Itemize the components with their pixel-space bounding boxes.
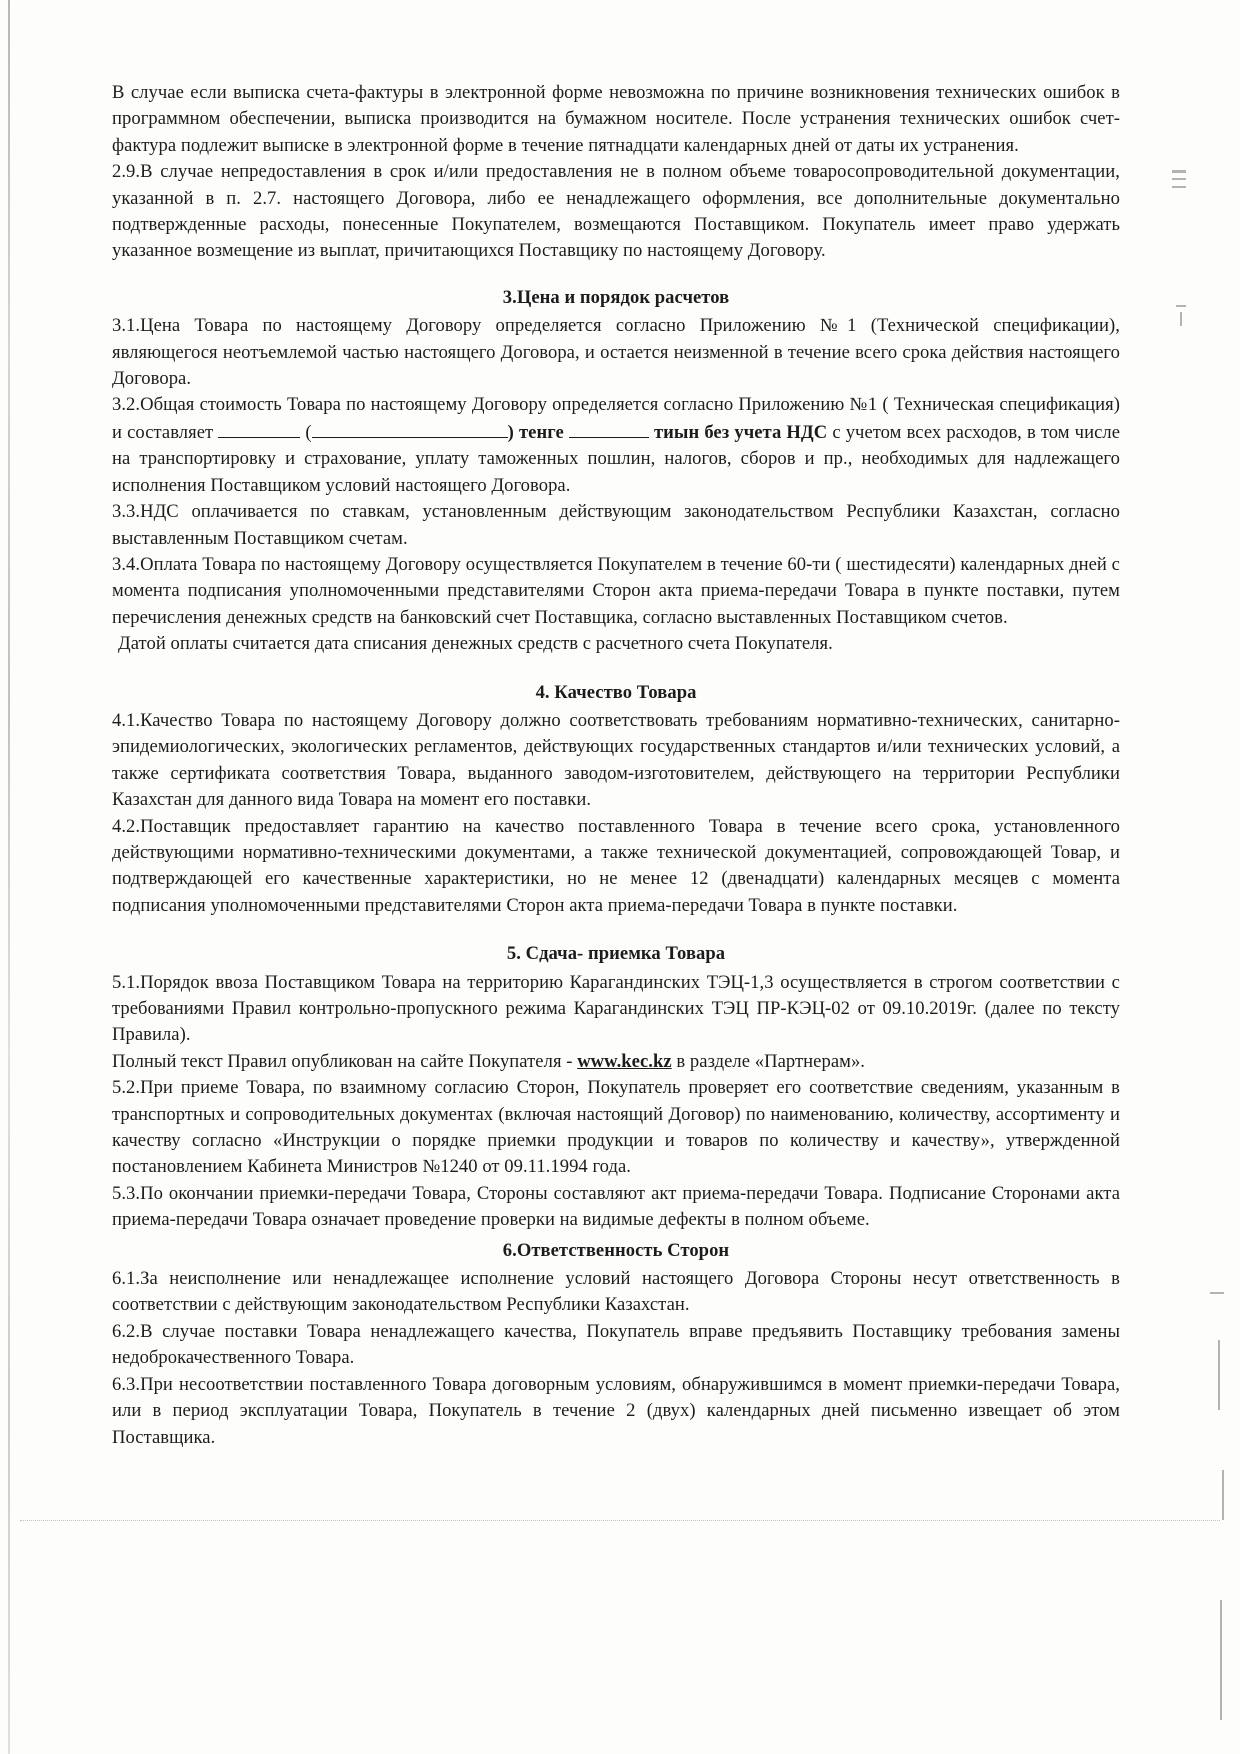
scan-mark bbox=[1176, 305, 1186, 307]
scan-mark bbox=[1172, 186, 1186, 188]
amount-words-blank bbox=[312, 419, 508, 438]
website-text-post: в разделе «Партнерам». bbox=[671, 1050, 865, 1072]
paragraph-3-4: 3.4.Оплата Товара по настоящему Договору осуществляется Покупателем в течение 60-ти ( шестидесяти) календарных дней с момента подписания уполномоченными представителями Сторон акта приема-передачи Товара в пункте поставки, путем перечисления денежных средств на банковский счет Поставщика, согласно выставленных Поставщиком счетов. bbox=[112, 553, 1120, 628]
paragraph-5-1-website bbox=[112, 1049, 1120, 1075]
paragraph-6-1: 6.1.За неисполнение или ненадлежащее исполнение условий настоящего Договора Стороны несут ответственность в соответствии с действующим законодательством Республики Казахстан. bbox=[112, 1268, 1120, 1316]
website-text-pre: Полный текст Правил опубликован на сайте Покупателя - bbox=[112, 1050, 578, 1072]
section-heading-4: 4. Качество Товара bbox=[535, 681, 697, 703]
paragraph-3-2 bbox=[112, 392, 1120, 499]
amount-blank bbox=[218, 419, 300, 438]
scan-dotted-rule bbox=[20, 1520, 1220, 1521]
scan-mark bbox=[1220, 1600, 1222, 1720]
scan-mark bbox=[1172, 170, 1186, 173]
paragraph-6-2: 6.2.В случае поставки Товара ненадлежащего качества, Покупатель вправе предъявить Поставщику требования замены недоброкачественного Товара. bbox=[112, 1320, 1120, 1369]
section-heading-5: 5. Сдача- приемка Товара bbox=[506, 943, 726, 965]
paragraph-3-2-continued: с учетом всех расходов, в том числе на транспортировку и страхование, уплату таможенных пошлин, налогов, сборов и пр., необходимых для надлежащего исполнения Поставщиком условий настоящего Договора. bbox=[112, 421, 1121, 496]
scan-edge-line bbox=[8, 0, 10, 1754]
paragraph-3-2-text: 3.2.Общая стоимость Товара по настоящему Договору определяется согласно Приложению №1 ( Техническая спецификация) и составляет bbox=[112, 394, 1120, 443]
paragraph-5-2: 5.2.При приеме Товара, по взаимному согласию Сторон, Покупатель проверяет его соответствие сведениям, указанным в транспортных и сопроводительных документах (включая настоящий Договор) по наименованию, количеству, ассортименту и качеству согласно «Инструкции о порядке приемки продукции и товаров по количеству и качеству», утвержденной постановлением Кабинета Министров №1240 от 09.11.1994 года. bbox=[112, 1077, 1120, 1178]
section-heading-3: 3.Цена и порядок расчетов bbox=[502, 286, 730, 308]
scan-mark bbox=[1222, 1470, 1224, 1520]
paren-open: ( bbox=[305, 421, 312, 443]
paragraph-6-3: 6.3.При несоответствии поставленного Товара договорным условиям, обнаружившимся в момент приемки-передачи Товара, или в период эксплуатации Товара, Покупатель в течение 2 (двух) календарных дней письменно извещает об этом Поставщика. bbox=[112, 1373, 1120, 1448]
paragraph-4-1: 4.1.Качество Товара по настоящему Договору должно соответствовать требованиям нормативно-технических, санитарно-эпидемиологических, экологических регламентов, действующих государственных стандартов и/или технических условий, а также сертификата соответствия Товара, выданного заводом-изготовителем, действующего на территории Республики Казахстан для данного вида Товара на момент его поставки. bbox=[112, 709, 1120, 811]
scan-mark bbox=[1218, 1340, 1220, 1410]
paragraph-intro: В случае если выписка счета-фактуры в электронной форме невозможна по причине возникновения технических ошибок в программном обеспечении, выписка производится на бумажном носителе. После устранения технических ошибок счет-фактура подлежит выписке в электронной форме в течение пятнадцати календарных дней от даты их устранения. bbox=[112, 82, 1120, 156]
scan-mark bbox=[1172, 178, 1186, 180]
paragraph-5-1: 5.1.Порядок ввоза Поставщиком Товара на территорию Карагандинских ТЭЦ-1,3 осуществляется в строгом соответствии с требованиями Правил контрольно-пропускного режима Карагандинских ТЭЦ ПР-КЭЦ-02 от 09.10.2019г. (далее по тексту Правила). bbox=[112, 971, 1120, 1046]
scan-mark bbox=[1210, 1292, 1224, 1294]
website-link[interactable]: www.kec.kz bbox=[577, 1050, 672, 1072]
paragraph-3-1: 3.1.Цена Товара по настоящему Договору определяется согласно Приложению №1 (Технической спецификации), являющегося неотъемлемой частью настоящего Договора, и остается неизменной в течение всего срока действия настоящего Договора. bbox=[112, 315, 1120, 390]
tiyn-blank bbox=[569, 419, 649, 438]
scan-mark bbox=[1180, 312, 1182, 326]
paragraph-5-3: 5.3.По окончании приемки-передачи Товара, Стороны составляют акт приема-передачи Товара. Подписание Сторонами акта приема-передачи Товара означает проведение проверки на видимые дефекты в полном объеме. bbox=[112, 1182, 1120, 1231]
paragraph-3-3: 3.3.НДС оплачивается по ставкам, установленным действующим законодательством Республики Казахстан, согласно выставленным Поставщиком счетам. bbox=[112, 501, 1120, 549]
paragraph-3-4-payment-date: Датой оплаты считается дата списания денежных средств с расчетного счета Покупателя. bbox=[118, 633, 833, 655]
tenge-label: ) тенге bbox=[507, 421, 564, 443]
section-heading-6: 6.Ответственность Сторон bbox=[502, 1239, 730, 1261]
paragraph-2-9: 2.9.В случае непредоставления в срок и/или предоставления не в полном объеме товаросопроводительной документации, указанной в п. 2.7. настоящего Договора, либо ее ненадлежащего оформления, все дополнительные документально подтвержденные расходы, понесенные Покупателем, возмещаются Поставщиком. Покупатель имеет право удержать указанное возмещение из выплат, причитающихся Поставщику по настоящему Договору. bbox=[112, 161, 1120, 262]
paragraph-4-2: 4.2.Поставщик предоставляет гарантию на качество поставленного Товара в течение всего срока, установленного действующими нормативно-техническими документами, а также технической документацией, сопровождающей Товар, и подтверждающей его качественные характеристики, но не менее 12 (двенадцати) календарных месяцев с момента подписания уполномоченными представителями Сторон акта приема-передачи Товара в пункте поставки. bbox=[112, 815, 1120, 916]
contract-page bbox=[112, 80, 1120, 1451]
tiyn-label: тиын без учета НДС bbox=[653, 421, 828, 443]
